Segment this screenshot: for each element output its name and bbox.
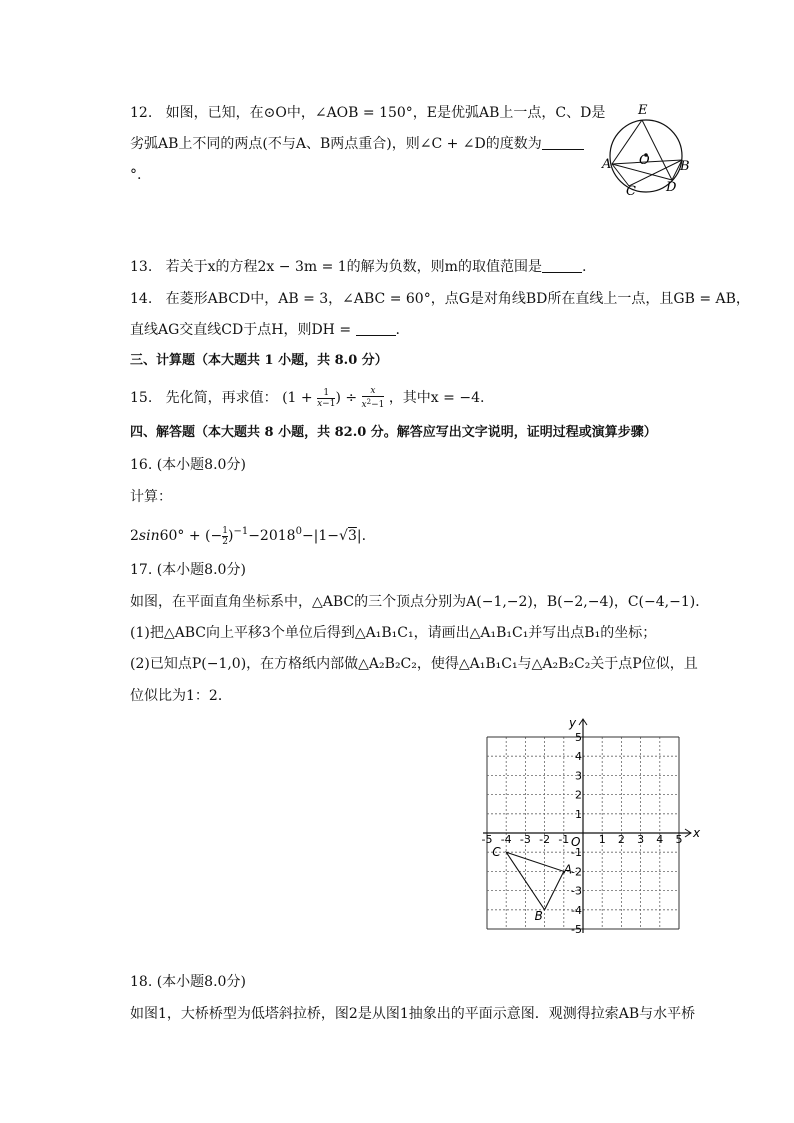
y-tick-label: 2 xyxy=(575,788,582,802)
coordinate-grid xyxy=(474,708,704,938)
q17-line3: (2)已知点P(−1,0)，在方格纸内部做△A₂B₂C₂，使得△A₁B₁C₁与△A₂B₂C₂关于点P位似，且 xyxy=(130,656,698,672)
q14-number: 14. xyxy=(130,291,153,307)
grid-axes xyxy=(483,716,701,933)
point-label-c: C xyxy=(492,845,501,860)
x-axis-label: x xyxy=(693,826,701,840)
x-tick-label: -4 xyxy=(500,833,512,846)
q13-number: 13. xyxy=(130,259,153,275)
q12-circle-figure xyxy=(596,98,696,198)
x-tick-label: -2 xyxy=(539,833,551,846)
y-tick-label: -3 xyxy=(571,884,582,898)
q18-header: 18. (本小题8.0分) xyxy=(130,974,246,990)
q14-line2 xyxy=(130,320,400,340)
point-label-b: B xyxy=(534,908,543,923)
q15-expression: (1 + $\frac{1}{x-1}$ ) ÷ $\frac{x}{x^2-1}$ xyxy=(282,386,385,410)
x-tick-label: -5 xyxy=(481,833,493,846)
q13-text: 若关于x的方程2x − 3m = 1的解为负数，则m的取值范围是 xyxy=(165,259,542,275)
q17-line1: 如图，在平面直角坐标系中，△ABC的三个顶点分别为A(−1,−2)，B(−2,−4)，C(−4,−1)． xyxy=(130,594,710,610)
y-tick-label: -1 xyxy=(571,846,582,860)
q18-line1: 如图1，大桥桥型为低塔斜拉桥，图2是从图1抽象出的平面示意图．观测得拉索AB与水平桥 xyxy=(130,1006,696,1022)
q17-header: 17. (本小题8.0分) xyxy=(130,562,246,578)
x-tick-label: -3 xyxy=(519,833,531,846)
triangle-abc xyxy=(492,845,572,923)
x-tick-label: 3 xyxy=(637,833,645,846)
y-tick-label: 5 xyxy=(575,731,582,744)
q15-prefix: 先化简，再求值： xyxy=(165,390,278,406)
triangle-abc-outline xyxy=(506,852,564,910)
q17-line4: 位似比为1：2． xyxy=(130,688,232,704)
y-tick-label: 3 xyxy=(575,769,582,783)
y-tick-label: 4 xyxy=(575,750,582,764)
q12-line2 xyxy=(130,134,584,154)
q14-text-1: 在菱形ABCD中，AB = 3，∠ABC = 60°，点G是对角线BD所在直线上一点，且GB = AB， xyxy=(165,291,750,307)
y-tick-label: -4 xyxy=(571,903,582,917)
x-tick-label: 1 xyxy=(598,833,606,846)
q16-expression: 2sin60° + (− $\frac{1}{2}$ )$^{-1}-2018^0-|1-√3|$. xyxy=(130,525,367,547)
q17-line2: (1)把△ABC向上平移3个单位后得到△A₁B₁C₁，请画出△A₁B₁C₁并写出点B₁的坐标； xyxy=(130,625,657,641)
q14-line1 xyxy=(130,289,750,309)
q14-answer-blank[interactable] xyxy=(356,321,396,336)
y-tick-label: -5 xyxy=(571,923,582,936)
section-4-heading: 四、解答题（本大题共 8 小题，共 82.0 分。解答应写出文字说明，证明过程或演算步骤） xyxy=(130,425,657,440)
q16-header: 16. (本小题8.0分) xyxy=(130,457,246,473)
q14-text-2: 直线AG交直线CD于点H，则DH = xyxy=(130,322,352,338)
y-axis-label: y xyxy=(569,716,577,730)
q12-line3 xyxy=(130,165,141,185)
q15-line xyxy=(130,386,484,410)
q15-suffix: ，其中x = −4. xyxy=(388,390,485,406)
label-A: A xyxy=(602,157,612,172)
origin-label: O xyxy=(571,835,581,849)
label-O: O xyxy=(639,153,650,168)
q13-answer-blank[interactable] xyxy=(542,258,582,273)
x-tick-label: -1 xyxy=(558,833,570,846)
label-B: B xyxy=(680,159,690,174)
x-tick-label: 5 xyxy=(675,833,683,846)
q16-label: 计算： xyxy=(130,489,172,505)
x-tick-label: 4 xyxy=(656,833,664,846)
label-E: E xyxy=(638,103,648,118)
q12-line1 xyxy=(130,103,605,123)
q15-number: 15. xyxy=(130,390,153,406)
q12-text-1: 如图，已知，在⊙O中，∠AOB = 150°，E是优弧AB上一点，C、D是 xyxy=(165,105,606,121)
q13-end: . xyxy=(581,259,587,275)
y-tick-label: 1 xyxy=(575,807,582,821)
q12-text-3: °. xyxy=(130,167,142,183)
q13-line xyxy=(130,257,586,277)
y-tick-label: -2 xyxy=(571,865,582,879)
x-tick-label: 2 xyxy=(617,833,625,846)
point-label-a: A xyxy=(563,862,573,877)
q12-answer-blank[interactable] xyxy=(542,135,584,150)
q12-number: 12. xyxy=(130,105,153,121)
section-3-heading: 三、计算题（本大题共 1 小题，共 8.0 分） xyxy=(130,353,388,368)
q14-end: . xyxy=(395,322,400,338)
label-C: C xyxy=(626,184,636,198)
label-D: D xyxy=(666,180,677,195)
q12-text-2: 劣弧AB上不同的两点(不与A、B两点重合)，则∠C + ∠D的度数为 xyxy=(130,136,542,152)
